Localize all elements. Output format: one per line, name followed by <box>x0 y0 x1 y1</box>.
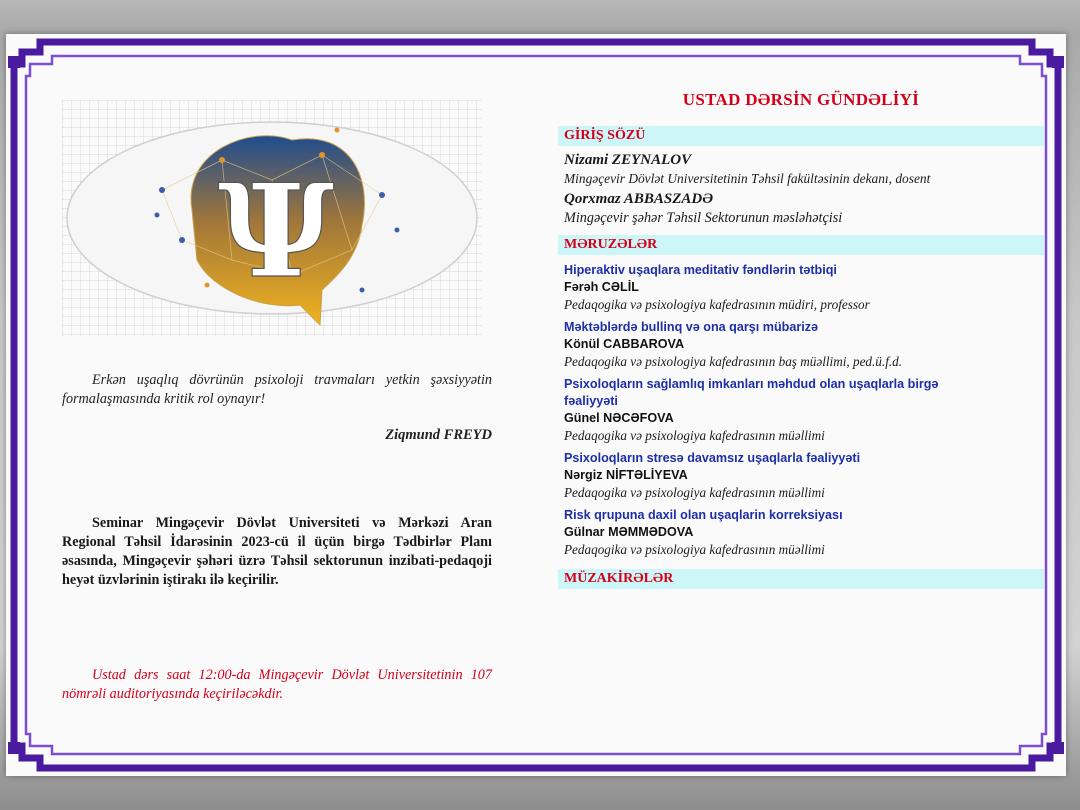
psychology-brain-logo <box>62 100 482 336</box>
agenda-title: USTAD DƏRSİN GÜNDƏLİYİ <box>682 90 920 109</box>
section-discussion-heading: MÜZAKİRƏLƏR <box>558 569 1044 589</box>
report-item <box>558 319 1044 371</box>
agenda-column <box>558 90 1044 589</box>
speaker-name: Qorxmaz ABBASZADƏ <box>564 191 714 207</box>
intro-item <box>564 152 1044 187</box>
report-topic: Psixoloqların sağlamlıq imkanları məhdud olan uşaqlarla birgə fəaliyyəti <box>564 377 939 408</box>
reporter-role: Pedaqogika və psixologiya kafedrasının müəllimi <box>564 485 825 500</box>
reporter-role: Pedaqogika və psixologiya kafedrasının müəllimi <box>564 542 825 557</box>
freud-quote: Erkən uşaqlıq dövrünün psixoloji travmaları yetkin şəxsiyyətin formalaşmasında kritik rol oynayır! <box>62 372 492 407</box>
left-column <box>62 100 492 704</box>
report-topic: Psixoloqların stresə davamsız uşaqlarla fəaliyyəti <box>564 451 861 465</box>
report-item <box>558 262 1044 314</box>
reporter-name: Gülnar MƏMMƏDOVA <box>564 525 694 539</box>
speaker-role: Mingəçevir şəhər Təhsil Sektorunun məsləhətçisi <box>564 210 843 226</box>
intro-item <box>564 191 1044 227</box>
report-topic: Risk qrupuna daxil olan uşaqlarin korreksiyası <box>564 508 843 522</box>
report-item <box>558 450 1044 502</box>
brochure-sheet <box>6 34 1066 776</box>
reporter-role: Pedaqogika və psixologiya kafedrasının müdiri, professor <box>564 297 870 312</box>
section-reports-heading: MƏRUZƏLƏR <box>558 235 1044 255</box>
reporter-name: Fərəh CƏLİL <box>564 280 639 294</box>
report-item <box>558 507 1044 559</box>
reporter-role: Pedaqogika və psixologiya kafedrasının müəllimi <box>564 428 825 443</box>
psi-symbol: Ψ <box>217 157 335 307</box>
venue-notice: Ustad dərs saat 12:00-da Mingəçevir Dövlət Universitetinin 107 nömrəli auditoriyasında keçiriləcəkdir. <box>62 667 492 702</box>
report-item <box>558 376 1044 445</box>
reporter-name: Nərgiz NİFTƏLİYEVA <box>564 468 688 482</box>
intro-list <box>558 152 1044 227</box>
report-topic: Məktəblərdə bullinq və ona qarşı mübarizə <box>564 320 819 334</box>
seminar-description: Seminar Mingəçevir Dövlət Universiteti və Mərkəzi Aran Regional Təhsil İdarəsinin 2023-cü il üçün birgə Tədbirlər Planı əsasında, Mingəçevir şəhəri üzrə Təhsil sektorunun inzibati-pedaqoji heyət üzvlərinin iştirakı ilə keçirilir. <box>62 515 492 588</box>
quote-author: Ziqmund FREYD <box>385 427 492 443</box>
reporter-name: Günel NƏCƏFOVA <box>564 411 674 425</box>
speaker-name: Nizami ZEYNALOV <box>564 152 692 168</box>
reporter-name: Könül CABBAROVA <box>564 337 685 351</box>
report-topic: Hiperaktiv uşaqlara meditativ fəndlərin tətbiqi <box>564 263 837 277</box>
reporter-role: Pedaqogika və psixologiya kafedrasının baş müəllimi, ped.ü.f.d. <box>564 354 903 369</box>
section-intro-heading: GİRİŞ SÖZÜ <box>558 126 1044 146</box>
speaker-role: Mingəçevir Dövlət Universitetinin Təhsil fakültəsinin dekanı, dosent <box>564 171 931 186</box>
